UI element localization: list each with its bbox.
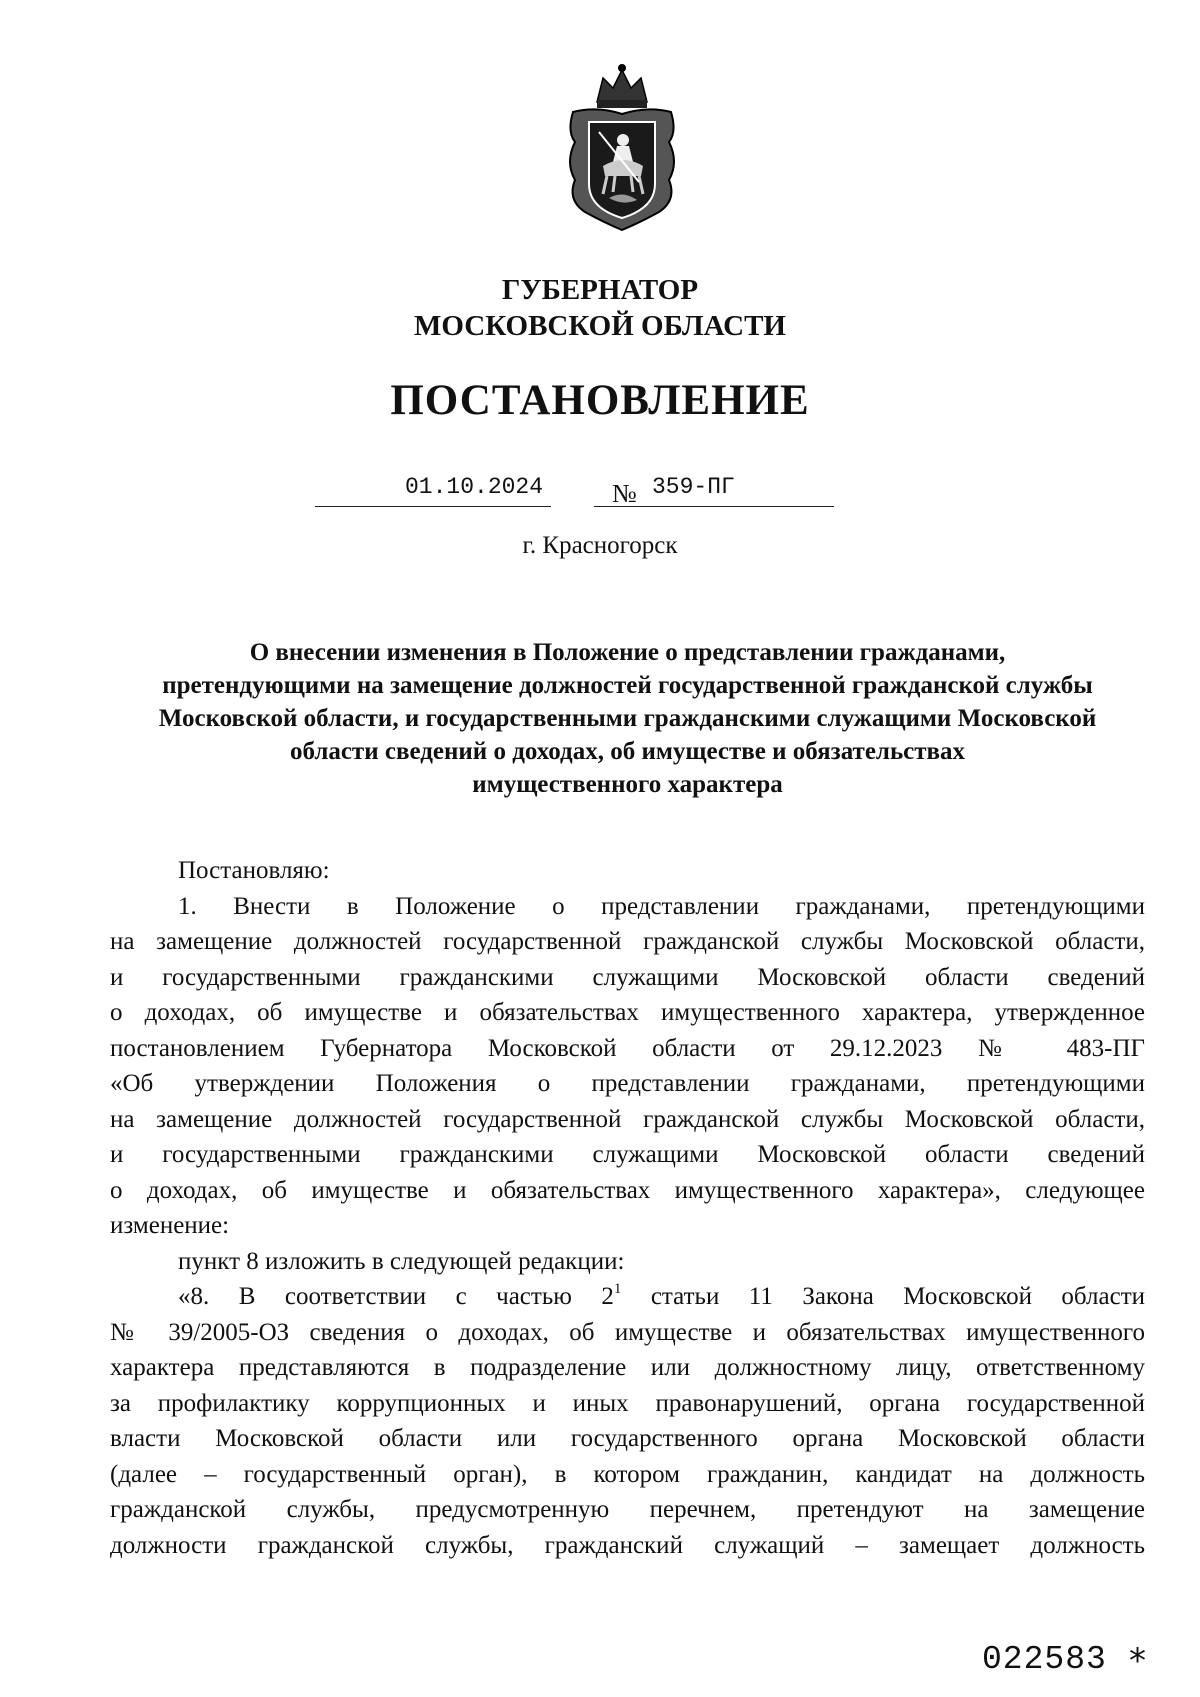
paragraph-1 <box>110 889 1145 1244</box>
paragraph-3 <box>110 1279 1145 1563</box>
body-line: о доходах, об имуществе и обязательствах имущественного характера», следующее <box>110 1176 1145 1204</box>
body-line: «Об утверждении Положения о представлении гражданами, претендующими <box>110 1070 1145 1097</box>
authority-line-2: МОСКОВСКОЙ ОБЛАСТИ <box>413 310 786 342</box>
title-line: имущественного характера <box>472 771 783 798</box>
body-intro: Постановляю: <box>178 857 330 884</box>
date-underline <box>315 506 551 507</box>
body-line: и государственными гражданскими служащими Московской области сведений <box>110 963 1145 991</box>
body-line: 1. Внести в Положение о представлении гражданами, претендующими <box>178 892 1145 920</box>
body-line: постановлением Губернатора Московской области от 29.12.2023 № 483-ПГ <box>110 1034 1145 1062</box>
authority-line-1: ГУБЕРНАТОР <box>501 274 699 306</box>
body-line: изменение: <box>110 1212 230 1239</box>
decree-title <box>110 636 1145 801</box>
title-line: Московской области, и государственными гражданскими служащими Московской <box>158 705 1097 732</box>
body-line: должности гражданской службы, гражданский служащий – замещает должность <box>110 1531 1145 1559</box>
body-line: гражданской службы, предусмотренную перечнем, претендуют на замещение <box>110 1496 1145 1523</box>
paragraph-2: пункт 8 изложить в следующей редакции: <box>178 1247 625 1275</box>
asterisk-mark: * <box>1129 1641 1146 1681</box>
decree-date: 01.10.2024 <box>405 474 544 500</box>
superscript: 1 <box>613 1281 622 1297</box>
decree-body <box>110 853 1145 1563</box>
body-fragment: «8. В соответствии с частью 2 <box>178 1283 614 1310</box>
decree-number: 359-ПГ <box>652 474 735 500</box>
document-type-heading: ПОСТАНОВЛЕНИЕ <box>390 377 810 424</box>
title-line: претендующими на замещение должностей государственной гражданской службы <box>162 672 1093 699</box>
serial-number: 022583 <box>982 1641 1107 1678</box>
issue-city: г. Красногорск <box>522 532 678 559</box>
body-line: за профилактику коррупционных и иных правонарушений, органа государственной <box>110 1389 1145 1417</box>
number-sign: № <box>612 479 637 508</box>
body-line: характера представляются в подразделение или должностному лицу, ответственному <box>110 1354 1145 1381</box>
body-line: на замещение должностей государственной гражданской службы Московской области, <box>110 1105 1145 1133</box>
number-underline <box>594 506 834 507</box>
body-line <box>110 1279 1145 1315</box>
body-line: и государственными гражданскими служащими Московской области сведений <box>110 1141 1145 1168</box>
body-line: на замещение должностей государственной гражданской службы Московской области, <box>110 928 1145 955</box>
title-line: О внесении изменения в Положение о представлении гражданами, <box>249 639 1006 666</box>
coat-of-arms-icon <box>563 62 681 232</box>
body-line: власти Московской области или государственного органа Московской области <box>110 1425 1145 1452</box>
body-fragment: статьи 11 Закона Московской области <box>621 1283 1145 1310</box>
body-line: № 39/2005-ОЗ сведения о доходах, об имуществе и обязательствах имущественного <box>110 1318 1145 1346</box>
title-line: области сведений о доходах, об имуществе и обязательствах <box>289 738 966 765</box>
body-line: о доходах, об имуществе и обязательствах имущественного характера, утвержденное <box>110 999 1145 1026</box>
body-line: (далее – государственный орган), в котором гражданин, кандидат на должность <box>110 1460 1145 1488</box>
